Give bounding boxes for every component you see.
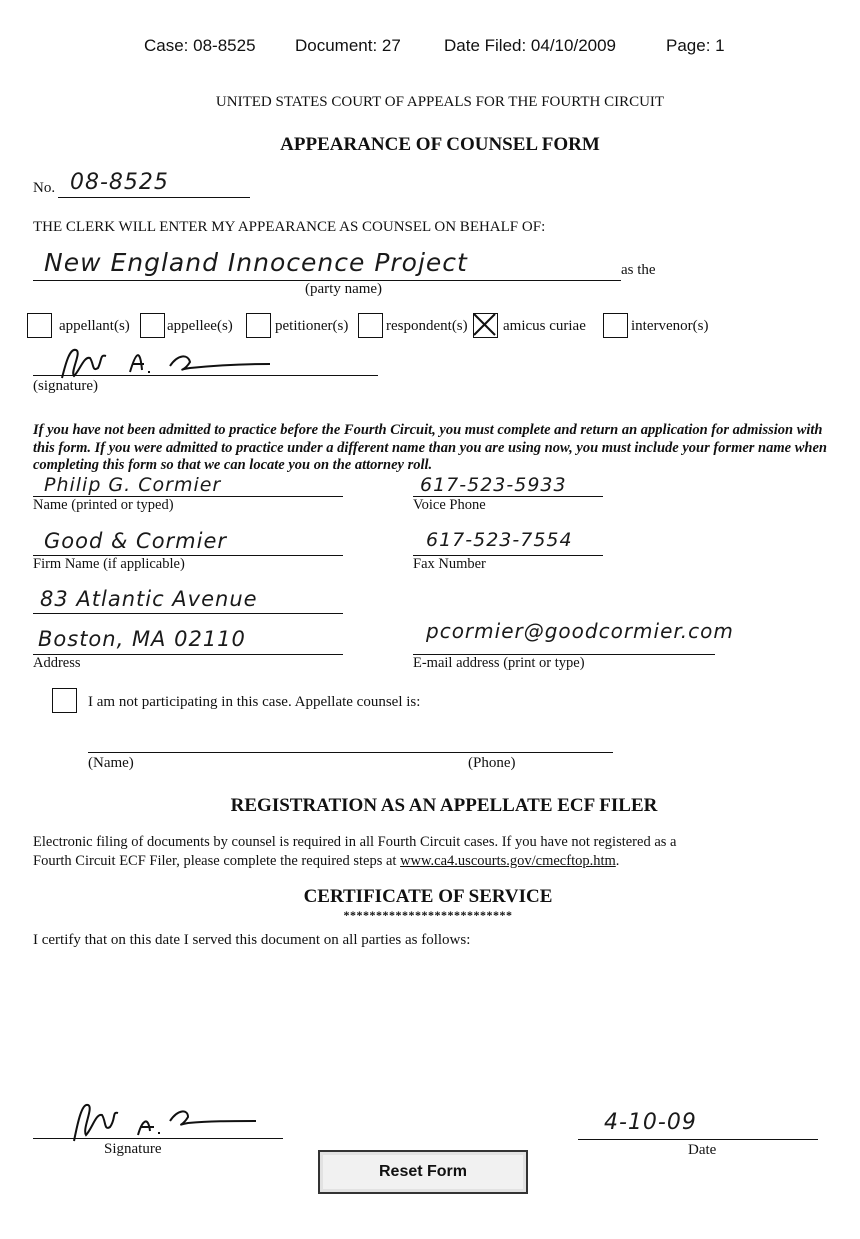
fax-value[interactable]: 617-523-7554 xyxy=(426,529,573,551)
court-name: UNITED STATES COURT OF APPEALS FOR THE FOURTH CIRCUIT xyxy=(215,94,665,110)
document-number: Document: 27 xyxy=(295,36,401,55)
checkbox-petitioner[interactable] xyxy=(246,313,271,338)
fax-caption: Fax Number xyxy=(413,556,486,572)
number-value[interactable]: 08-8525 xyxy=(70,170,169,195)
voice-phone-value[interactable]: 617-523-5933 xyxy=(420,474,567,496)
name-value[interactable]: Philip G. Cormier xyxy=(44,474,222,496)
role-label-appellee: appellee(s) xyxy=(167,318,233,334)
party-suffix: as the xyxy=(621,262,656,278)
admission-instructions: If you have not been admitted to practice before the Fourth Circuit, you must complete and return an application for admission with this form. If you were admitted to practice under a different name than you are using now, you must include your former name when completing this form so that we can locate you on the attorney roll. xyxy=(33,422,827,473)
certificate-stars: ************************** xyxy=(343,908,513,922)
ecf-text-line1: Electronic filing of documents by counsel is required in all Fourth Circuit cases. If you have not registered as a xyxy=(33,834,677,850)
ecf-title: REGISTRATION AS AN APPELLATE ECF FILER xyxy=(230,795,658,816)
voice-phone-caption: Voice Phone xyxy=(413,497,486,513)
appellate-phone-caption: (Phone) xyxy=(468,755,516,771)
firm-caption: Firm Name (if applicable) xyxy=(33,556,185,572)
role-label-respondent: respondent(s) xyxy=(386,318,468,334)
number-label: No. xyxy=(33,180,56,196)
role-label-petitioner: petitioner(s) xyxy=(275,318,349,334)
signature-line xyxy=(33,375,378,376)
checkbox-appellee[interactable] xyxy=(140,313,165,338)
ecf-text-line2: Fourth Circuit ECF Filer, please complete the required steps at xyxy=(33,853,397,869)
ecf-text xyxy=(33,833,833,871)
reset-form-button[interactable]: Reset Form xyxy=(318,1150,528,1194)
address-line1-value[interactable]: 83 Atlantic Avenue xyxy=(40,587,258,611)
checkbox-intervenor[interactable] xyxy=(603,313,628,338)
checkbox-appellant[interactable] xyxy=(27,313,52,338)
firm-value[interactable]: Good & Cormier xyxy=(44,529,228,553)
check-x-icon xyxy=(472,312,497,337)
footer-signature-line xyxy=(33,1138,283,1139)
checkbox-respondent[interactable] xyxy=(358,313,383,338)
ecf-text-end: . xyxy=(615,853,620,869)
checkbox-not-participating[interactable] xyxy=(52,688,77,713)
number-line xyxy=(58,197,250,198)
signature-caption: (signature) xyxy=(33,378,98,394)
checkbox-amicus-curiae[interactable] xyxy=(473,313,498,338)
not-participating-label: I am not participating in this case. Appellate counsel is: xyxy=(88,694,421,710)
role-label-intervenor: intervenor(s) xyxy=(631,318,709,334)
name-caption: Name (printed or typed) xyxy=(33,497,174,513)
form-title: APPEARANCE OF COUNSEL FORM xyxy=(280,134,600,155)
footer-signature-caption: Signature xyxy=(104,1141,162,1157)
party-name-value[interactable]: New England Innocence Project xyxy=(44,248,468,277)
appellate-counsel-line[interactable] xyxy=(88,752,613,753)
signature-scribble xyxy=(40,342,270,382)
address-caption: Address xyxy=(33,655,81,671)
role-label-appellant: appellant(s) xyxy=(59,318,130,334)
page-number: Page: 1 xyxy=(666,36,725,55)
clerk-statement: THE CLERK WILL ENTER MY APPEARANCE AS COUNSEL ON BEHALF OF: xyxy=(33,219,546,235)
role-label-amicus-curiae: amicus curiae xyxy=(503,318,586,334)
case-number: Case: 08-8525 xyxy=(144,36,256,55)
footer-date-caption: Date xyxy=(688,1142,717,1158)
appellate-name-caption: (Name) xyxy=(88,755,134,771)
address-line2-value[interactable]: Boston, MA 02110 xyxy=(38,627,246,651)
certificate-statement: I certify that on this date I served this document on all parties as follows: xyxy=(33,932,471,948)
address-line1-rule xyxy=(33,613,343,614)
footer-date-line xyxy=(578,1139,818,1140)
date-filed: Date Filed: 04/10/2009 xyxy=(444,36,617,55)
ecf-text-line2-row xyxy=(33,852,833,871)
certificate-title: CERTIFICATE OF SERVICE xyxy=(303,886,553,907)
ecf-link[interactable]: www.ca4.uscourts.gov/cmecftop.htm xyxy=(400,853,616,869)
email-caption: E-mail address (print or type) xyxy=(413,655,585,671)
footer-date-value[interactable]: 4-10-09 xyxy=(604,1110,697,1135)
party-caption: (party name) xyxy=(305,281,383,297)
email-value[interactable]: pcormier@goodcormier.com xyxy=(426,619,734,643)
